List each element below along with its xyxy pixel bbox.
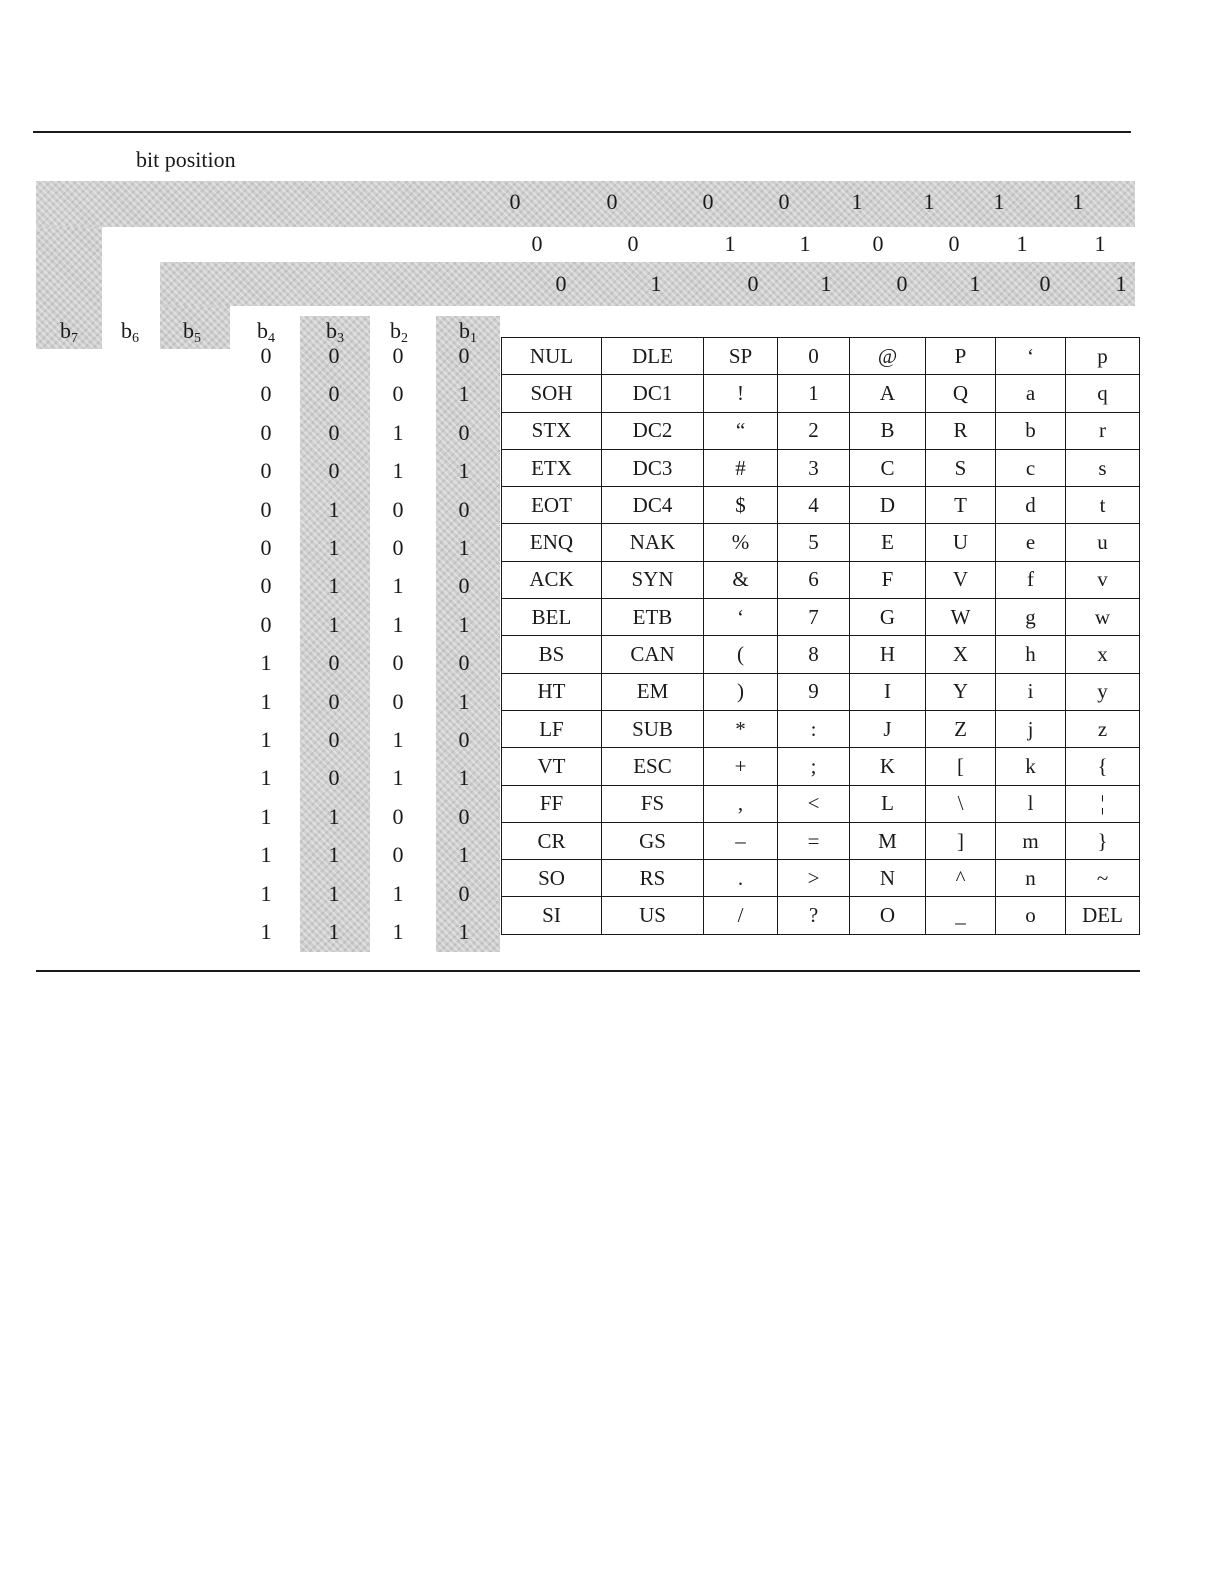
code-cell: Z (926, 710, 996, 747)
row-bit-value: 0 (328, 343, 340, 368)
row-bit-value: 0 (328, 458, 340, 484)
code-cell: BEL (502, 599, 602, 636)
code-cell: s (1066, 449, 1140, 486)
row-bit-value: 1 (458, 458, 470, 484)
b7-value: 1 (1072, 189, 1084, 214)
code-cell: X (926, 636, 996, 673)
row-bit-value: 1 (328, 535, 340, 560)
code-cell: \ (926, 785, 996, 822)
code-cell: EM (602, 673, 704, 710)
b5-value: 1 (650, 271, 662, 296)
code-cell: U (926, 524, 996, 561)
b5-value: 1 (969, 271, 981, 296)
row-bit-value: 1 (392, 919, 404, 944)
code-cell: @ (850, 338, 926, 375)
code-cell: HT (502, 673, 602, 710)
b6-value: 1 (1016, 231, 1028, 256)
bit-position-title: bit position (136, 147, 236, 172)
code-cell: Q (926, 375, 996, 412)
code-cell: w (1066, 599, 1140, 636)
row-bit-value: 1 (392, 880, 404, 906)
code-cell: BS (502, 636, 602, 673)
code-cell: P (926, 338, 996, 375)
code-cell: ETB (602, 599, 704, 636)
code-cell: t (1066, 487, 1140, 524)
code-cell: k (996, 748, 1066, 785)
row-bit-value: 1 (328, 496, 340, 522)
code-cell: & (704, 561, 778, 598)
b6-value: 0 (872, 231, 884, 256)
b5-value: 0 (1039, 271, 1051, 296)
row-bit-value: 1 (458, 765, 470, 791)
row-bit-value: 0 (458, 343, 470, 368)
row-bit-value: 1 (328, 573, 340, 599)
code-cell: % (704, 524, 778, 561)
row-bit-value: 1 (458, 381, 470, 407)
row-bit-value: 0 (392, 688, 404, 714)
ascii-code-table (501, 337, 1140, 935)
code-cell: , (704, 785, 778, 822)
row-bit-value: 0 (260, 343, 272, 368)
code-cell: “ (704, 412, 778, 449)
code-cell: DC2 (602, 412, 704, 449)
b5-value: 0 (747, 271, 759, 296)
code-cell: DC1 (602, 375, 704, 412)
row-bit-value: 1 (458, 611, 470, 637)
row-bit-value: 0 (328, 381, 340, 407)
row-bit-value: 1 (458, 688, 470, 714)
code-cell: NAK (602, 524, 704, 561)
code-cell: > (778, 860, 850, 897)
row-bit-value: 0 (392, 535, 404, 560)
code-cell: FS (602, 785, 704, 822)
code-cell: 0 (778, 338, 850, 375)
code-cell: ETX (502, 449, 602, 486)
b6-value: 1 (1094, 231, 1106, 256)
code-cell: 8 (778, 636, 850, 673)
code-cell: ACK (502, 561, 602, 598)
row-bit-value: 1 (260, 842, 272, 868)
row-bit-value: 0 (458, 419, 470, 445)
row-bit-value: 1 (458, 919, 470, 944)
row-bit-value: 1 (392, 573, 404, 599)
code-cell: SP (704, 338, 778, 375)
code-cell: J (850, 710, 926, 747)
row-bit-value: 1 (260, 688, 272, 714)
code-cell: r (1066, 412, 1140, 449)
code-cell: . (704, 860, 778, 897)
top-rule (33, 131, 1131, 133)
code-cell: ‘ (704, 599, 778, 636)
code-cell: K (850, 748, 926, 785)
table-row (502, 412, 1140, 449)
code-cell: ! (704, 375, 778, 412)
code-cell: L (850, 785, 926, 822)
row-bit-value: 1 (260, 919, 272, 944)
code-cell: ‘ (996, 338, 1066, 375)
label-b1: b1 (459, 318, 477, 346)
code-cell: q (1066, 375, 1140, 412)
row-bit-value: 1 (392, 727, 404, 752)
row-bit-value: 1 (392, 458, 404, 484)
row-bit-value: 0 (392, 803, 404, 829)
table-row (502, 897, 1140, 934)
table-row (502, 822, 1140, 859)
code-cell: ENQ (502, 524, 602, 561)
row-bit-value: 1 (260, 727, 272, 752)
code-cell: z (1066, 710, 1140, 747)
row-bit-value: 0 (328, 688, 340, 714)
code-cell: ^ (926, 860, 996, 897)
row-bit-value: 0 (458, 880, 470, 906)
code-cell: US (602, 897, 704, 934)
code-cell: ESC (602, 748, 704, 785)
code-cell: $ (704, 487, 778, 524)
label-b6: b6 (121, 318, 139, 346)
label-b3: b3 (326, 318, 344, 346)
code-cell: l (996, 785, 1066, 822)
code-cell: 2 (778, 412, 850, 449)
code-cell: W (926, 599, 996, 636)
code-cell: / (704, 897, 778, 934)
code-cell: M (850, 822, 926, 859)
code-cell: o (996, 897, 1066, 934)
code-cell: 1 (778, 375, 850, 412)
row-bit-value: 1 (260, 803, 272, 829)
code-cell: d (996, 487, 1066, 524)
code-cell: h (996, 636, 1066, 673)
code-cell: ¦ (1066, 785, 1140, 822)
code-cell: GS (602, 822, 704, 859)
code-cell: b (996, 412, 1066, 449)
code-cell: u (1066, 524, 1140, 561)
table-row (502, 338, 1140, 375)
row-bit-value: 0 (458, 573, 470, 599)
code-cell: FF (502, 785, 602, 822)
code-cell: ~ (1066, 860, 1140, 897)
b7-value: 0 (509, 189, 521, 214)
code-cell: _ (926, 897, 996, 934)
code-cell: B (850, 412, 926, 449)
code-cell: < (778, 785, 850, 822)
code-cell: ? (778, 897, 850, 934)
code-cell: f (996, 561, 1066, 598)
row-bit-value: 1 (392, 419, 404, 445)
code-cell: c (996, 449, 1066, 486)
code-cell: p (1066, 338, 1140, 375)
row-bit-value: 1 (328, 842, 340, 868)
table-row (502, 785, 1140, 822)
row-bit-value: 1 (458, 535, 470, 560)
code-cell: g (996, 599, 1066, 636)
b6-value: 0 (531, 231, 543, 256)
code-cell: I (850, 673, 926, 710)
code-cell: e (996, 524, 1066, 561)
row-bit-value: 0 (260, 381, 272, 407)
row-bit-value: 0 (392, 496, 404, 522)
code-cell: } (1066, 822, 1140, 859)
code-cell: 7 (778, 599, 850, 636)
b5-value: 1 (1115, 271, 1127, 296)
row-bit-value: 0 (260, 458, 272, 484)
label-b5: b5 (183, 318, 201, 346)
code-cell: 3 (778, 449, 850, 486)
code-cell: [ (926, 748, 996, 785)
row-bit-value: 1 (260, 650, 272, 676)
table-row (502, 710, 1140, 747)
code-cell: C (850, 449, 926, 486)
table-row (502, 748, 1140, 785)
code-cell: ] (926, 822, 996, 859)
code-cell: DEL (1066, 897, 1140, 934)
code-cell: NUL (502, 338, 602, 375)
code-cell: SOH (502, 375, 602, 412)
code-cell: y (1066, 673, 1140, 710)
row-bit-value: 1 (328, 803, 340, 829)
row-bit-value: 1 (392, 765, 404, 791)
code-cell: ( (704, 636, 778, 673)
row-bit-value: 0 (260, 496, 272, 522)
b7-value: 0 (702, 189, 714, 214)
table-row (502, 487, 1140, 524)
code-cell: 6 (778, 561, 850, 598)
code-cell: ) (704, 673, 778, 710)
code-cell: # (704, 449, 778, 486)
code-cell: SI (502, 897, 602, 934)
code-cell: N (850, 860, 926, 897)
code-cell: RS (602, 860, 704, 897)
label-b7: b7 (60, 318, 78, 346)
code-cell: n (996, 860, 1066, 897)
b6-value: 0 (948, 231, 960, 256)
code-cell: H (850, 636, 926, 673)
code-cell: O (850, 897, 926, 934)
table-row (502, 524, 1140, 561)
code-cell: LF (502, 710, 602, 747)
row-bit-value: 0 (260, 573, 272, 599)
b7-value: 1 (851, 189, 863, 214)
bottom-rule (36, 970, 1140, 972)
code-cell: R (926, 412, 996, 449)
row-bit-value: 0 (458, 727, 470, 752)
code-cell: DLE (602, 338, 704, 375)
row-bit-value: 1 (260, 880, 272, 906)
row-bit-value: 1 (328, 611, 340, 637)
code-cell: SUB (602, 710, 704, 747)
code-cell: STX (502, 412, 602, 449)
code-cell: 4 (778, 487, 850, 524)
code-cell: { (1066, 748, 1140, 785)
row-bit-value: 0 (392, 381, 404, 407)
code-cell: i (996, 673, 1066, 710)
code-cell: G (850, 599, 926, 636)
row-bit-value: 0 (260, 535, 272, 560)
row-bit-value: 0 (328, 650, 340, 676)
row-bit-value: 1 (392, 611, 404, 637)
row-bit-value: 1 (260, 765, 272, 791)
b5-value: 0 (896, 271, 908, 296)
code-cell: * (704, 710, 778, 747)
row-bit-value: 0 (260, 611, 272, 637)
table-row (502, 449, 1140, 486)
code-cell: DC3 (602, 449, 704, 486)
b5-value: 0 (555, 271, 567, 296)
label-b4: b4 (257, 318, 275, 346)
row-bit-value: 1 (458, 842, 470, 868)
code-cell: Y (926, 673, 996, 710)
code-cell: SO (502, 860, 602, 897)
code-cell: j (996, 710, 1066, 747)
code-cell: S (926, 449, 996, 486)
code-cell: m (996, 822, 1066, 859)
code-cell: a (996, 375, 1066, 412)
b6-value: 0 (627, 231, 639, 256)
code-cell: CR (502, 822, 602, 859)
row-bit-value: 0 (458, 496, 470, 522)
row-bit-value: 1 (328, 880, 340, 906)
b7-value: 0 (606, 189, 618, 214)
code-cell: = (778, 822, 850, 859)
table-row (502, 375, 1140, 412)
b7-value: 1 (923, 189, 935, 214)
code-cell: D (850, 487, 926, 524)
table-row (502, 636, 1140, 673)
table-row (502, 673, 1140, 710)
code-cell: T (926, 487, 996, 524)
row-bit-value: 0 (328, 765, 340, 791)
b7-value: 1 (993, 189, 1005, 214)
row-bit-value: 1 (328, 919, 340, 944)
b7-band (36, 181, 1135, 227)
code-cell: VT (502, 748, 602, 785)
code-cell: x (1066, 636, 1140, 673)
code-cell: E (850, 524, 926, 561)
code-cell: : (778, 710, 850, 747)
code-cell: ; (778, 748, 850, 785)
label-b2: b2 (390, 318, 408, 346)
row-bit-value: 0 (392, 650, 404, 676)
row-bit-value: 0 (392, 842, 404, 868)
code-cell: 9 (778, 673, 850, 710)
code-cell: 5 (778, 524, 850, 561)
row-bit-value: 0 (392, 343, 404, 368)
code-cell: SYN (602, 561, 704, 598)
b6-value: 1 (724, 231, 736, 256)
code-cell: V (926, 561, 996, 598)
code-cell: CAN (602, 636, 704, 673)
code-cell: + (704, 748, 778, 785)
code-cell: DC4 (602, 487, 704, 524)
b5-value: 1 (820, 271, 832, 296)
code-cell: – (704, 822, 778, 859)
code-cell: A (850, 375, 926, 412)
code-cell: EOT (502, 487, 602, 524)
table-row (502, 860, 1140, 897)
code-cell: F (850, 561, 926, 598)
row-bit-value: 0 (458, 803, 470, 829)
row-bit-value: 0 (458, 650, 470, 676)
b6-value: 1 (799, 231, 811, 256)
row-bit-value: 0 (328, 727, 340, 752)
row-bit-value: 0 (260, 419, 272, 445)
b7-value: 0 (778, 189, 790, 214)
code-cell: v (1066, 561, 1140, 598)
row-bit-value: 0 (328, 419, 340, 445)
table-row (502, 561, 1140, 598)
table-row (502, 599, 1140, 636)
